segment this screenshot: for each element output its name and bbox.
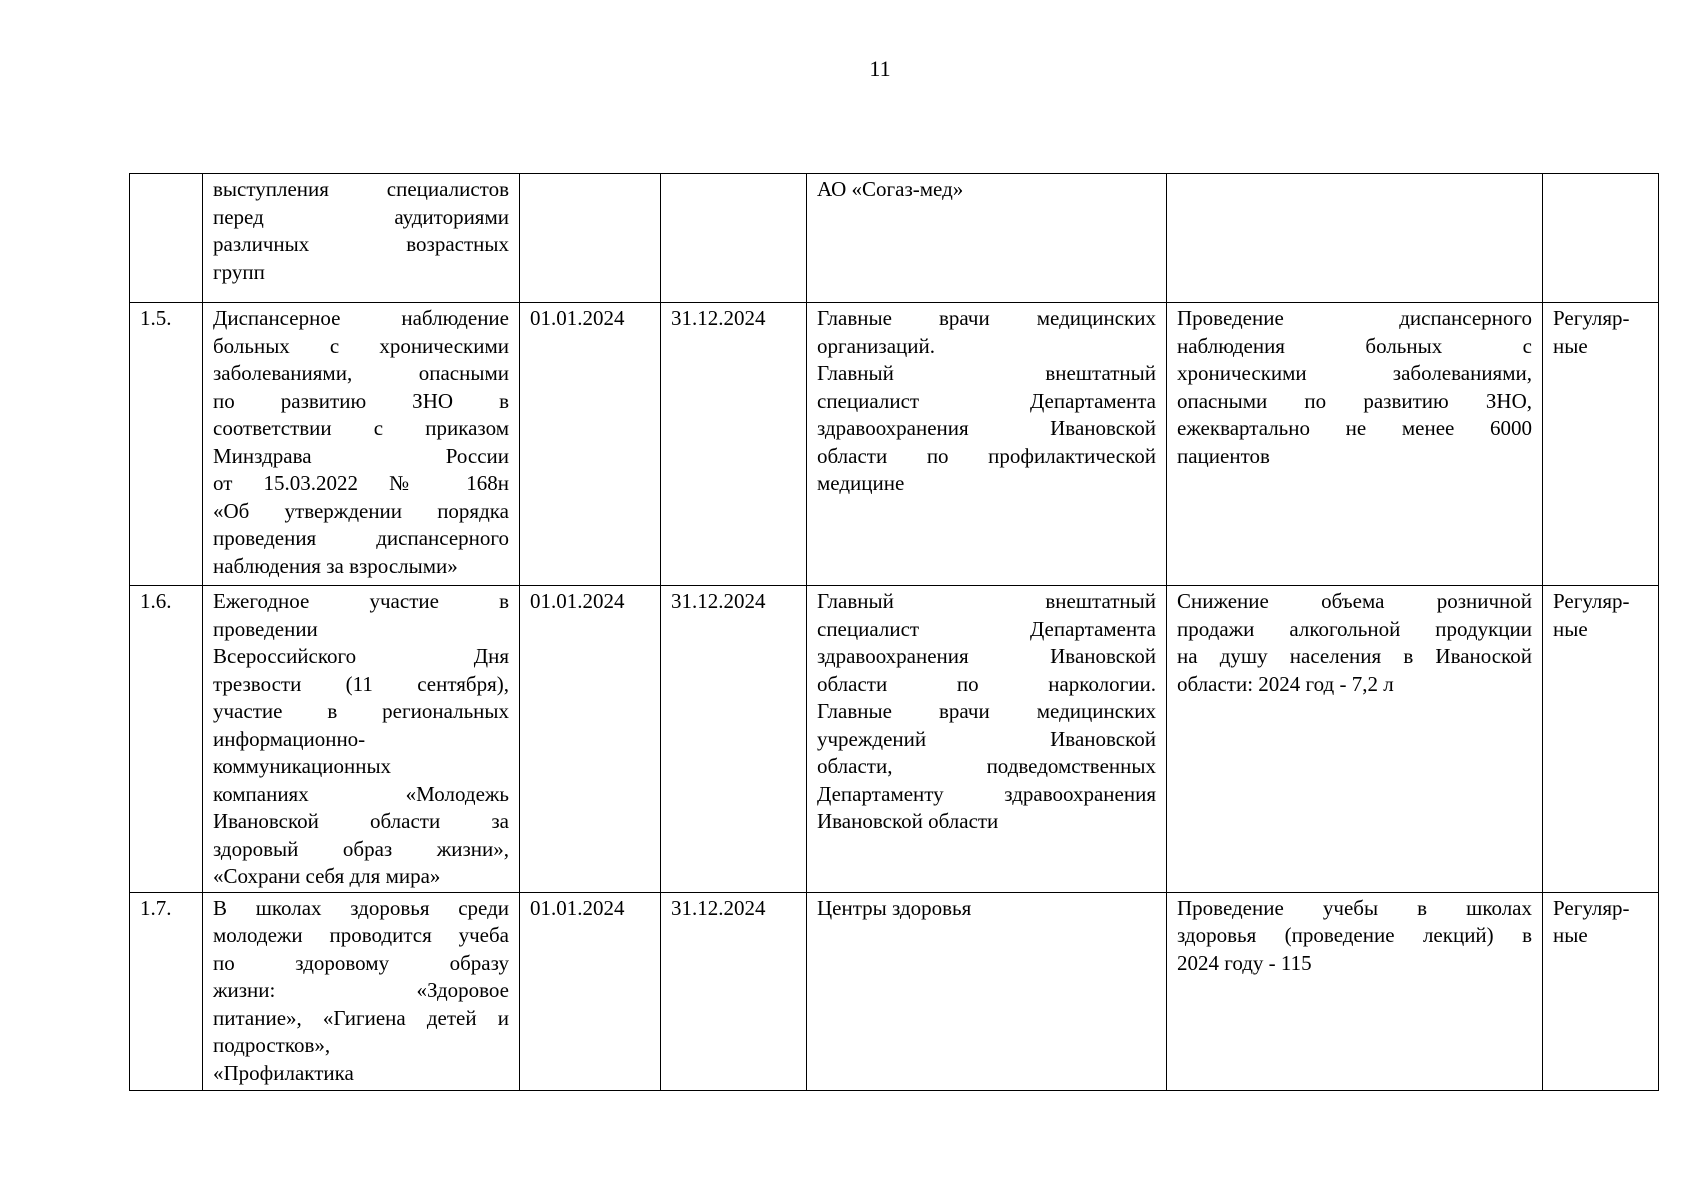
cell-line: области, подведомственных [817, 754, 1156, 778]
cell-line: групп [213, 259, 265, 284]
cell-line: Ежегодное участие в [213, 589, 509, 613]
cell-line: подростков», [213, 1033, 331, 1057]
cell-line: питание», «Гигиена детей и [213, 1005, 509, 1030]
cell-line: продажи алкогольной продукции [1177, 616, 1532, 641]
cell-line: Главный внештатный [817, 589, 1156, 613]
result-cell [1167, 892, 1543, 1090]
start-date: 01.01.2024 [520, 586, 661, 893]
cell-line: области по профилактической [817, 443, 1156, 468]
cell-line: Всероссийского Дня [213, 644, 509, 668]
cell-line: «Профилактика [213, 1060, 354, 1085]
cell-line: трезвости (11 сентября), [213, 671, 509, 696]
cell-line: жизни: «Здоровое [213, 978, 509, 1002]
cell-line: на душу населения в Иваноской [1177, 644, 1532, 668]
cell-line: опасными по развитию ЗНО, [1177, 388, 1532, 413]
cell-line: Снижение объема розничной [1177, 589, 1532, 613]
cell-line: здравоохранения Ивановской [817, 416, 1156, 440]
cell-line: компаниях «Молодежь [213, 781, 509, 806]
result-cell [1167, 303, 1543, 586]
cell-line: различных возрастных [213, 232, 509, 256]
cell-line: АО «Согаз-мед» [817, 177, 964, 201]
cell-line: молодежи проводится учеба [213, 923, 509, 947]
cell-line: больных с хроническими [213, 333, 509, 358]
periodicity-cell [1543, 303, 1659, 586]
cell-line: Главные врачи медицинских [817, 699, 1156, 723]
cell-line: Регуляр- [1553, 306, 1630, 330]
cell-line: Проведение диспансерного [1177, 306, 1532, 330]
row-number: 1.7. [130, 892, 203, 1090]
cell-line: Центры здоровья [817, 895, 972, 920]
cell-line: выступления специалистов [213, 177, 509, 201]
cell-line: проведении [213, 616, 318, 641]
result-cell [1167, 586, 1543, 893]
cell-line: наблюдения за взрослыми» [213, 553, 458, 578]
cell-line: ные [1553, 333, 1588, 358]
cell-line: организаций. [817, 333, 935, 358]
cell-line: учреждений Ивановской [817, 726, 1156, 751]
cell-line: по здоровому образу [213, 950, 509, 975]
table-row [130, 892, 1659, 1090]
end-date: 31.12.2024 [661, 303, 807, 586]
cell-line: ные [1553, 923, 1588, 947]
cell-line: от 15.03.2022 № 168н [213, 471, 509, 495]
measures-table [129, 173, 1659, 1091]
periodicity-cell [1543, 174, 1659, 303]
cell-line: ные [1553, 616, 1588, 641]
start-date [520, 174, 661, 303]
cell-line: пациентов [1177, 443, 1270, 468]
cell-line: Регуляр- [1553, 895, 1630, 920]
cell-line: области по наркологии. [817, 671, 1156, 696]
event-cell [203, 303, 520, 586]
event-cell [203, 586, 520, 893]
row-number: 1.5. [130, 303, 203, 586]
cell-line: коммуникационных [213, 754, 392, 778]
cell-line: Ивановской области [817, 809, 999, 833]
responsible-cell [807, 303, 1167, 586]
cell-line: хроническими заболеваниями, [1177, 361, 1532, 385]
cell-line: Минздрава России [213, 443, 509, 468]
cell-line: перед аудиториями [213, 204, 509, 229]
start-date: 01.01.2024 [520, 303, 661, 586]
cell-line: специалист Департамента [817, 388, 1156, 413]
cell-line: наблюдения больных с [1177, 333, 1532, 358]
cell-line: соответствии с приказом [213, 416, 509, 440]
cell-line: «Сохрани себя для мира» [213, 864, 441, 888]
periodicity-cell [1543, 892, 1659, 1090]
cell-line: здоровый образ жизни», [213, 836, 509, 861]
cell-line: Диспансерное наблюдение [213, 306, 509, 330]
result-cell [1167, 174, 1543, 303]
cell-line: Главные врачи медицинских [817, 306, 1156, 330]
row-number: 1.6. [130, 586, 203, 893]
event-cell [203, 174, 520, 303]
cell-line: медицине [817, 471, 905, 495]
cell-line: по развитию ЗНО в [213, 388, 509, 413]
event-cell [203, 892, 520, 1090]
end-date: 31.12.2024 [661, 892, 807, 1090]
table-row [130, 586, 1659, 893]
cell-line: Департаменту здравоохранения [817, 781, 1156, 806]
cell-line: здоровья (проведение лекций) в [1177, 923, 1532, 947]
cell-line: «Об утверждении порядка [213, 498, 509, 523]
cell-line: здравоохранения Ивановской [817, 644, 1156, 668]
cell-line: участие в региональных [213, 699, 509, 723]
cell-line: 2024 году - 115 [1177, 950, 1312, 975]
responsible-cell [807, 174, 1167, 303]
page-number: 11 [869, 56, 891, 81]
responsible-cell [807, 586, 1167, 893]
end-date [661, 174, 807, 303]
cell-line: ежеквартально не менее 6000 [1177, 416, 1532, 440]
cell-line: информационно- [213, 726, 366, 751]
cell-line: Главный внештатный [817, 361, 1156, 385]
cell-line: проведения диспансерного [213, 526, 509, 550]
cell-line: В школах здоровья среди [213, 895, 509, 920]
cell-line: Регуляр- [1553, 589, 1630, 613]
start-date: 01.01.2024 [520, 892, 661, 1090]
cell-line: области: 2024 год - 7,2 л [1177, 671, 1394, 696]
cell-line: Ивановской области за [213, 809, 509, 833]
periodicity-cell [1543, 586, 1659, 893]
cell-line: специалист Департамента [817, 616, 1156, 641]
cell-line: Проведение учебы в школах [1177, 895, 1532, 920]
end-date: 31.12.2024 [661, 586, 807, 893]
responsible-cell [807, 892, 1167, 1090]
table-row [130, 174, 1659, 303]
row-number [130, 174, 203, 303]
cell-line: заболеваниями, опасными [213, 361, 509, 385]
table-row [130, 303, 1659, 586]
